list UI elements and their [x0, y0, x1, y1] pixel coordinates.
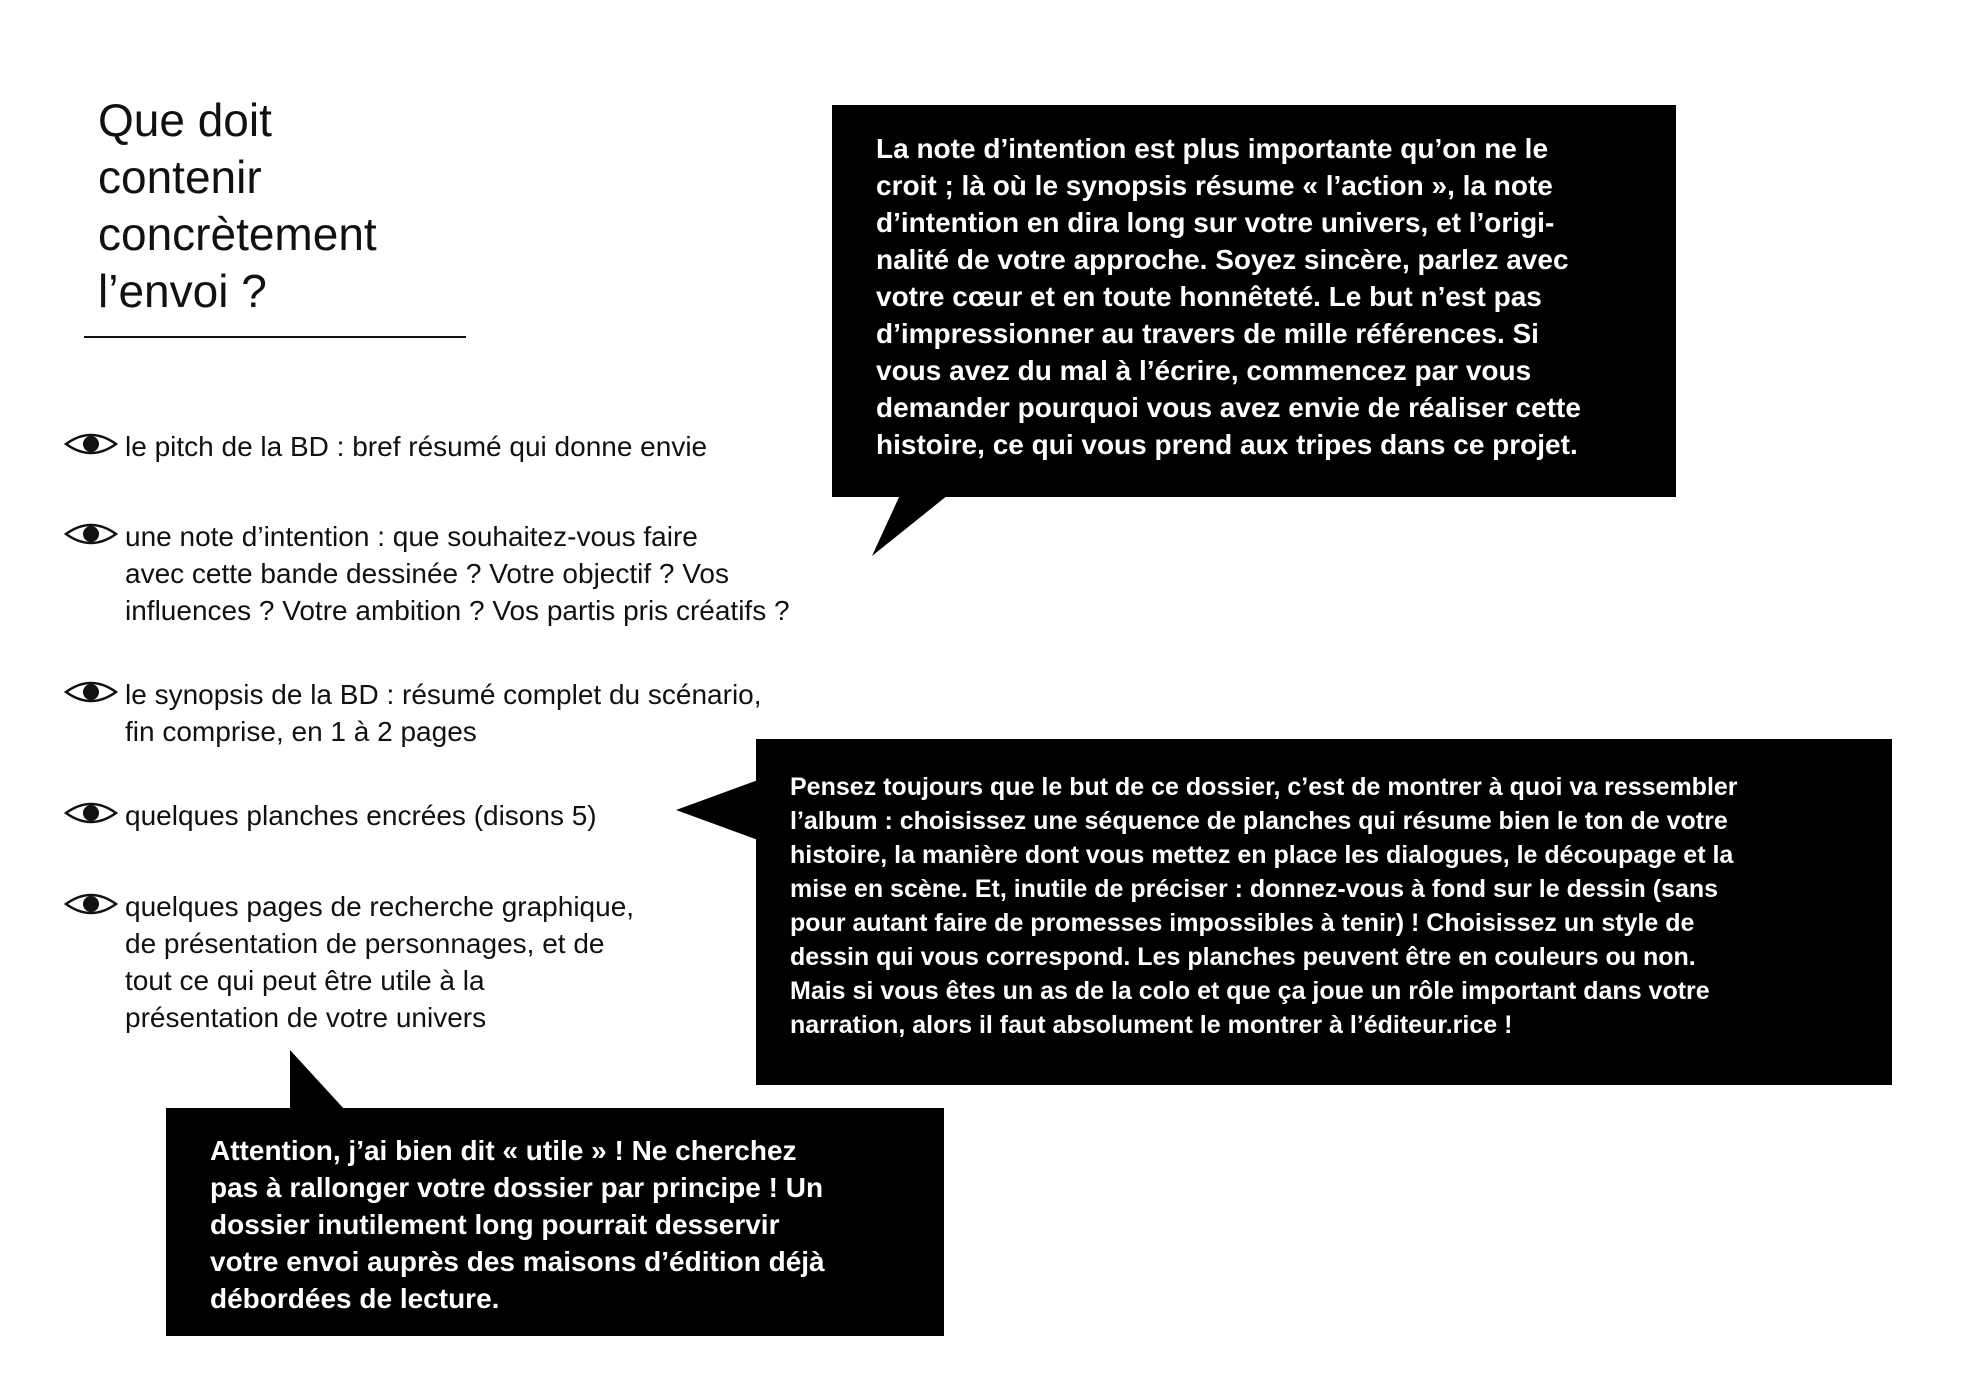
eye-icon	[64, 888, 118, 920]
list-item-line: le pitch de la BD : bref résumé qui donne envie	[125, 431, 708, 462]
list-item-line: présentation de votre univers	[125, 1002, 487, 1033]
bubble-line: Mais si vous êtes un as de la colo et que ça joue un rôle important dans votre	[790, 977, 1710, 1005]
bubble-planches-text	[790, 770, 1738, 1042]
bubble-line: La note d’intention est plus importante qu’on ne le	[876, 133, 1549, 164]
title-line: l’envoi ?	[98, 265, 267, 317]
list-item-line: de présentation de personnages, et de	[125, 928, 605, 959]
bubble-line: votre envoi auprès des maisons d’édition déjà	[210, 1246, 825, 1277]
bubble-line: d’intention en dira long sur votre univers, et l’origi-	[876, 207, 1555, 238]
page-title	[98, 92, 478, 320]
title-underline	[84, 336, 466, 338]
eye-icon	[64, 428, 118, 460]
list-item-text	[125, 888, 634, 1036]
bubble-line: vous avez du mal à l’écrire, commencez par vous	[876, 355, 1532, 386]
bubble-line: pour autant faire de promesses impossibles à tenir) ! Choisissez un style de	[790, 909, 1695, 937]
list-item-line: tout ce qui peut être utile à la	[125, 965, 485, 996]
list-item-line: quelques planches encrées (disons 5)	[125, 800, 597, 831]
bubble-line: dessin qui vous correspond. Les planches peuvent être en couleurs ou non.	[790, 943, 1696, 971]
title-line: concrètement	[98, 208, 377, 260]
title-line: Que doit	[98, 94, 272, 146]
bubble-line: votre cœur et en toute honnêteté. Le but n’est pas	[876, 281, 1542, 312]
list-item-text	[125, 518, 790, 629]
bubble-line: dossier inutilement long pourrait desservir	[210, 1209, 780, 1240]
bubble-line: narration, alors il faut absolument le montrer à l’éditeur.rice !	[790, 1011, 1513, 1039]
eye-icon	[64, 518, 118, 550]
bubble-attention-text	[210, 1132, 825, 1317]
list-item-line: influences ? Votre ambition ? Vos partis pris créatifs ?	[125, 595, 790, 626]
list-item-text	[125, 676, 762, 750]
list-item-text	[125, 428, 707, 465]
bubble-line: croit ; là où le synopsis résume « l’action », la note	[876, 170, 1553, 201]
list-item-line: avec cette bande dessinée ? Votre objectif ? Vos	[125, 558, 729, 589]
bubble-line: l’album : choisissez une séquence de planches qui résume bien le ton de votre	[790, 807, 1728, 835]
list-item-line: quelques pages de recherche graphique,	[125, 891, 635, 922]
list-item-line: fin comprise, en 1 à 2 pages	[125, 716, 477, 747]
list-item-line: le synopsis de la BD : résumé complet du scénario,	[125, 679, 762, 710]
bubble-line: d’impressionner au travers de mille références. Si	[876, 318, 1539, 349]
title-line: contenir	[98, 151, 262, 203]
eye-icon	[64, 676, 118, 708]
eye-icon	[64, 797, 118, 829]
bubble-line: nalité de votre approche. Soyez sincère, parlez avec	[876, 244, 1569, 275]
list-item-line: une note d’intention : que souhaitez-vous faire	[125, 521, 698, 552]
bubble-note-intention-text	[876, 130, 1581, 463]
list-item-text	[125, 797, 597, 834]
bubble-line: demander pourquoi vous avez envie de réaliser cette	[876, 392, 1581, 423]
bubble-line: histoire, ce qui vous prend aux tripes dans ce projet.	[876, 429, 1578, 460]
bubble-line: Pensez toujours que le but de ce dossier, c’est de montrer à quoi va ressembler	[790, 773, 1738, 801]
bubble-line: débordées de lecture.	[210, 1283, 500, 1314]
bubble-line: Attention, j’ai bien dit « utile » ! Ne cherchez	[210, 1135, 797, 1166]
bubble-line: histoire, la manière dont vous mettez en place les dialogues, le découpage et la	[790, 841, 1734, 869]
bubble-line: pas à rallonger votre dossier par principe ! Un	[210, 1172, 824, 1203]
bubble-line: mise en scène. Et, inutile de préciser : donnez-vous à fond sur le dessin (sans	[790, 875, 1719, 903]
